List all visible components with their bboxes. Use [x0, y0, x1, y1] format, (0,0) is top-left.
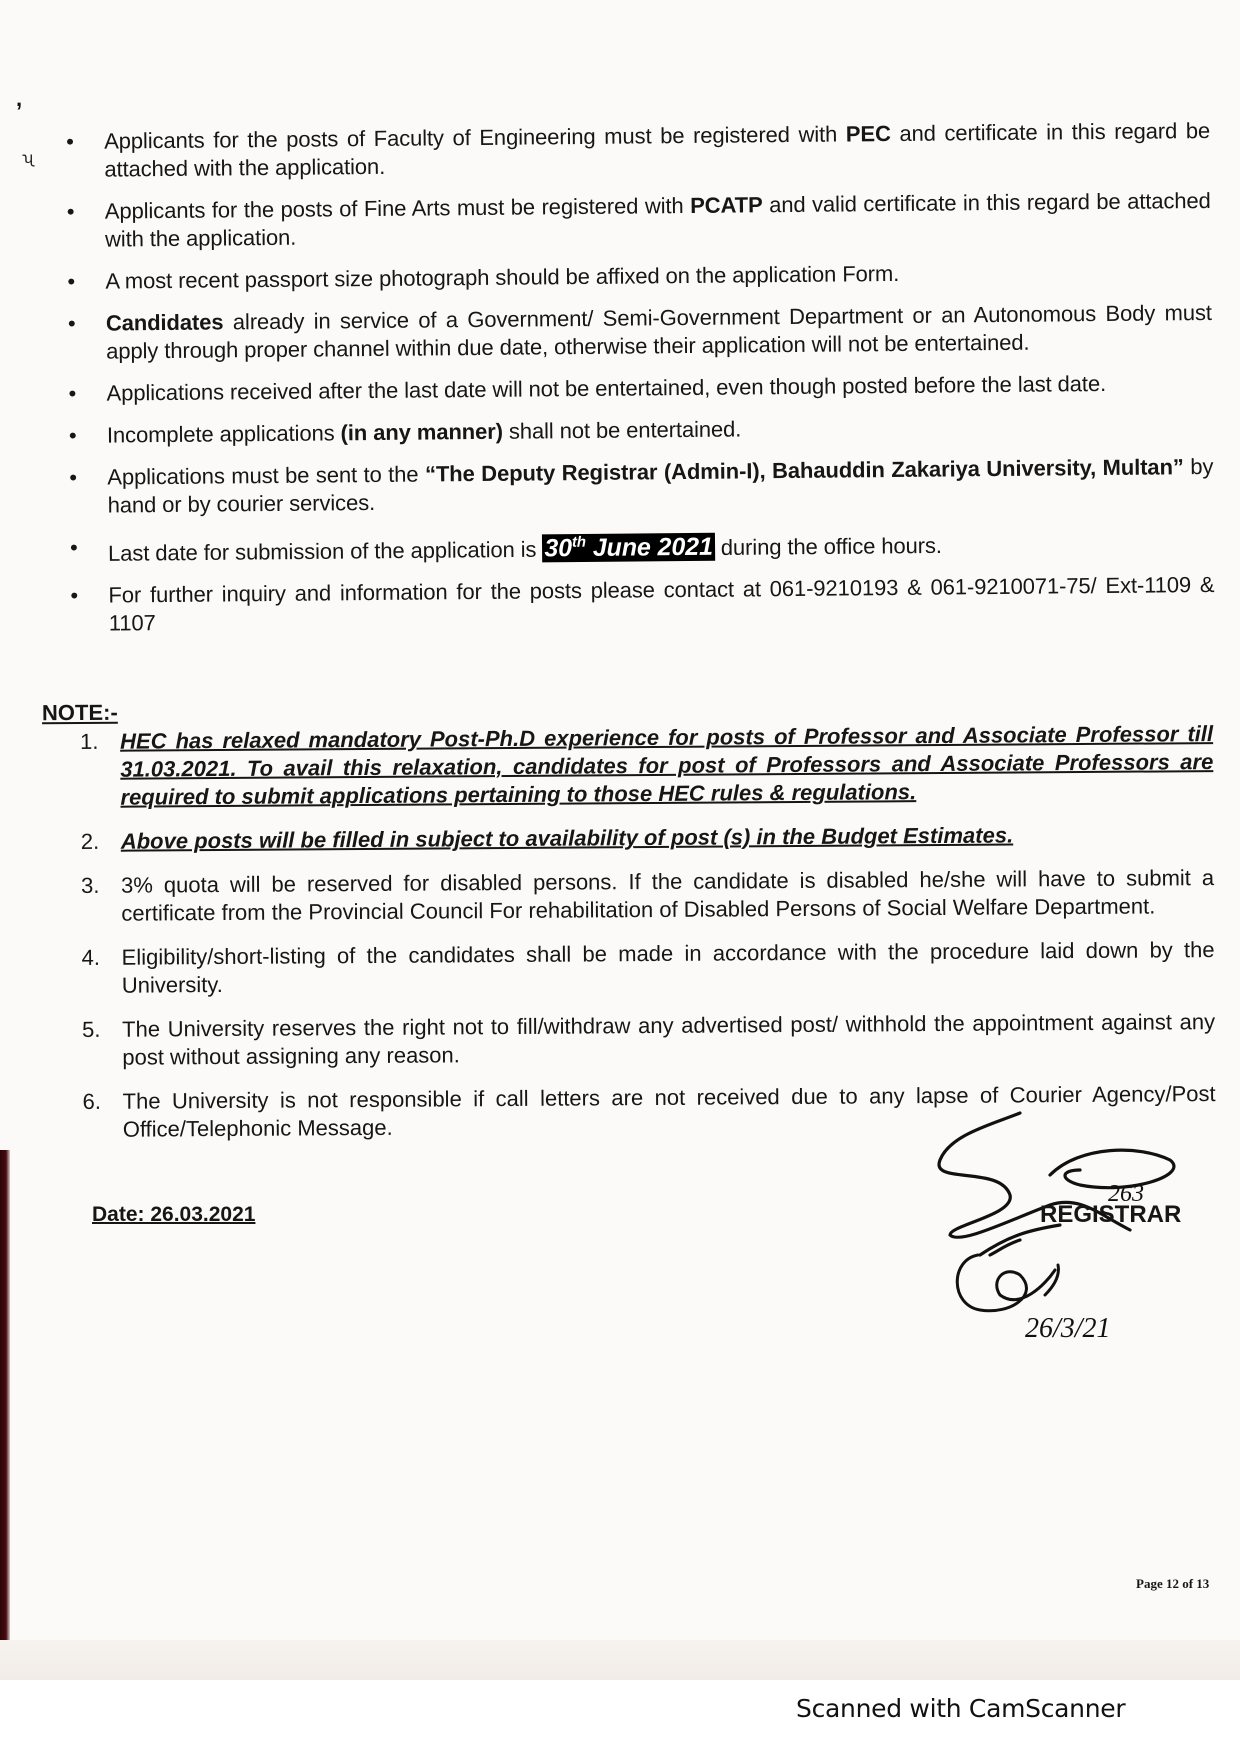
bullet-icon: • [69, 464, 78, 490]
note-number: 4. [81, 944, 101, 970]
note-number: 3. [81, 872, 100, 898]
handwritten-number: 263 [1108, 1181, 1144, 1207]
note-text: Above posts will be filled in subject to availability of post (s) in the Budget Estimates. [120, 822, 1014, 854]
bullet-icon: • [66, 128, 74, 154]
note-heading: NOTE:- [41, 699, 118, 726]
note-text: The University is not responsible if call letters are not received due to any lapse of Courier Agency/Post Office/Telephonic Message. [122, 1081, 1216, 1142]
requirement-item: • Applications must be sent to the “The Deputy Registrar (Admin-I), Bahauddin Zakariya University, Multan” by hand or by courier services. [69, 453, 1214, 518]
requirements-list [60, 117, 1215, 652]
handwritten-date: 26/3/21 [1025, 1313, 1111, 1344]
note-item [79, 864, 1214, 928]
deadline-highlight: 30th June 2021 [544, 533, 713, 563]
bullet-icon: • [69, 534, 78, 560]
note-number: 5. [82, 1016, 101, 1042]
notes-list [78, 720, 1216, 1160]
bullet-icon: • [68, 380, 77, 406]
note-text: Eligibility/short-listing of the candidates shall be made in accordance with the procedure laid down by the University. [121, 937, 1215, 998]
bullet-icon: • [67, 310, 76, 336]
note-text: HEC has relaxed mandatory Post-Ph.D experience for posts of Professor and Associate Professor till 31.03.2021. To avail this relaxation, candidates for post of Professors and Associate Professors are required to submit applications pertaining to those HEC rules & regulations. [120, 721, 1214, 810]
requirement-item: • Applicants for the posts of Faculty of Engineering must be registered with PEC and certificate in this regard be attached with the application. [66, 117, 1211, 182]
emphasis-text: “The Deputy Registrar (Admin-I), Bahauddin Zakariya University, Multan” [424, 454, 1184, 487]
emphasis-text: Candidates [105, 309, 224, 336]
scan-artifact-mark: , [16, 86, 23, 111]
bullet-icon: • [70, 583, 79, 609]
bullet-icon: • [67, 268, 76, 294]
bullet-icon: • [66, 198, 75, 224]
note-item [80, 936, 1215, 1000]
note-number: 1. [80, 728, 99, 754]
note-text: 3% quota will be reserved for disabled persons. If the candidate is disabled he/she will have to submit a certificate from the Provincial Council For rehabilitation of Disabled Persons of Social Welfare Department. [121, 865, 1215, 926]
issue-date: Date: 26.03.2021 [92, 1203, 256, 1226]
scan-bottom-margin [0, 1640, 1240, 1680]
requirement-item: • Incomplete applications (in any manner) shall not be entertained. [68, 416, 742, 448]
note-item [79, 820, 1214, 856]
signatory-title: REGISTRAR [1040, 1201, 1182, 1228]
requirement-item: • Applications received after the last date will not be entertained, even though posted before the last date. [68, 370, 1107, 406]
scan-edge-shadow [0, 1150, 10, 1680]
page-number: Page 12 of 13 [1136, 1576, 1210, 1591]
note-number: 2. [80, 828, 100, 854]
requirement-item: • A most recent passport size photograph should be affixed on the application Form. [67, 260, 900, 294]
camscanner-watermark: Scanned with CamScanner [796, 1694, 1126, 1723]
note-number: 6. [82, 1088, 102, 1114]
initials-stroke [957, 1255, 1055, 1311]
requirement-item: • Candidates already in service of a Government/ Semi-Government Department or an Autonomous Body must apply through proper channel within due date, otherwise their application will not be entertained. [67, 299, 1212, 364]
note-item [78, 720, 1214, 812]
scan-artifact-mark: ʯ [22, 150, 33, 167]
note-text: The University reserves the right not to fill/withdraw any advertised post/ withhold the appointment against any post without assigning any reason. [122, 1009, 1216, 1070]
emphasis-text: PEC [845, 121, 891, 147]
requirement-item: • Applicants for the posts of Fine Arts must be registered with PCATP and valid certificate in this regard be attached with the application. [66, 187, 1211, 252]
bullet-icon: • [68, 422, 77, 448]
requirement-item: • For further inquiry and information for the posts please contact at 061-9210193 & 061-9210071-75/ Ext-1109 & 1107 [70, 572, 1215, 636]
requirement-item: • Last date for submission of the application is 30th June 2021 during the office hours. [69, 532, 942, 566]
emphasis-text: (in any manner) [340, 418, 504, 446]
emphasis-text: PCATP [690, 192, 763, 218]
note-item [80, 1008, 1215, 1072]
